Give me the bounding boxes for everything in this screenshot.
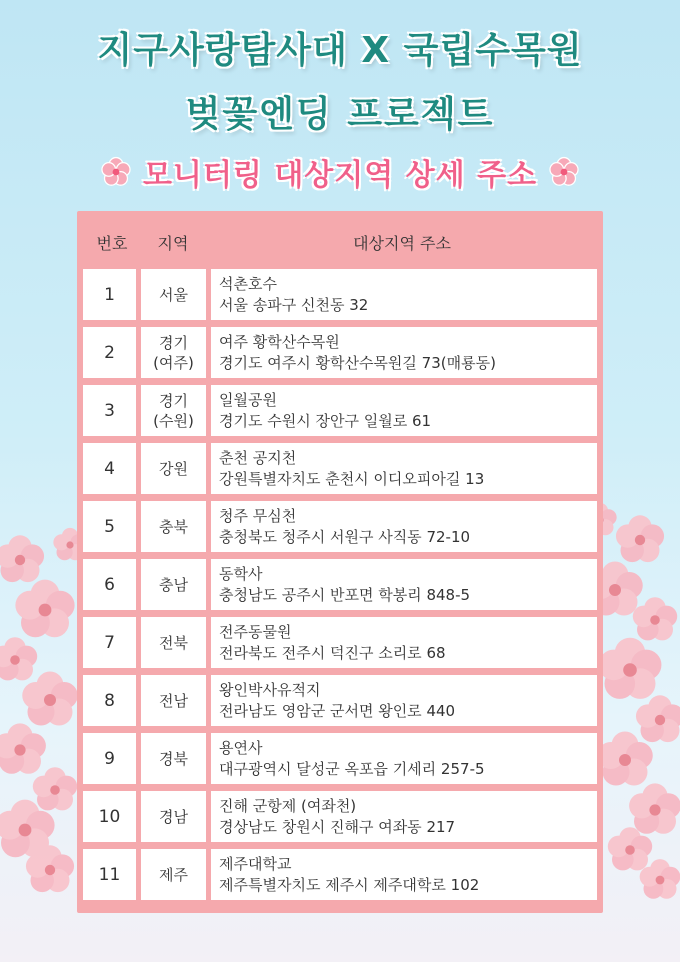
header-address: 대상지역 주소	[353, 234, 451, 253]
region-name: 제주	[159, 865, 188, 884]
row-region	[141, 849, 206, 900]
row-number: 4	[83, 443, 136, 494]
header-no: 번호	[96, 234, 128, 253]
row-address	[211, 733, 597, 784]
row-number: 7	[83, 617, 136, 668]
place-name: 청주 무심천	[219, 506, 297, 525]
place-name: 용연사	[219, 738, 263, 757]
row-number: 2	[83, 327, 136, 378]
place-name: 일월공원	[219, 390, 277, 409]
row-region	[141, 443, 206, 494]
table-row	[83, 675, 597, 726]
table-row	[83, 617, 597, 668]
row-number: 8	[83, 675, 136, 726]
page-title-line2: 벚꽃엔딩 프로젝트	[185, 94, 495, 135]
row-region	[141, 733, 206, 784]
region-name: 경기	[159, 333, 188, 352]
row-address	[211, 327, 597, 378]
region-name: 전남	[159, 691, 188, 710]
row-address	[211, 501, 597, 552]
cherry-blossom-icon	[547, 155, 581, 189]
street-address: 강원특별자치도 춘천시 이디오피아길 13	[219, 469, 485, 488]
region-sub: (수원)	[153, 411, 194, 430]
street-address: 충청남도 공주시 반포면 학봉리 848-5	[219, 585, 471, 604]
row-region	[141, 385, 206, 436]
row-address	[211, 269, 597, 320]
subtitle-text: 모니터링 대상지역 상세 주소	[142, 158, 538, 193]
row-address	[211, 617, 597, 668]
region-name: 강원	[159, 459, 188, 478]
row-region	[141, 269, 206, 320]
table-row	[83, 559, 597, 610]
row-region	[141, 617, 206, 668]
row-address	[211, 559, 597, 610]
cherry-blossom-icon	[99, 155, 133, 189]
row-number: 10	[83, 791, 136, 842]
header-region: 지역	[157, 234, 189, 253]
row-number: 11	[83, 849, 136, 900]
page-title-line1: 지구사랑탐사대 X 국립수목원	[97, 30, 583, 71]
street-address: 전라남도 영암군 군서면 왕인로 440	[219, 701, 456, 720]
table-row	[83, 791, 597, 842]
street-address: 서울 송파구 신천동 32	[219, 295, 369, 314]
table-row	[83, 443, 597, 494]
row-region	[141, 501, 206, 552]
street-address: 대구광역시 달성군 옥포읍 기세리 257-5	[219, 759, 485, 778]
row-number: 9	[83, 733, 136, 784]
place-name: 동학사	[219, 564, 263, 583]
row-region	[141, 675, 206, 726]
row-number: 5	[83, 501, 136, 552]
place-name: 왕인박사유적지	[219, 680, 321, 699]
row-region	[141, 327, 206, 378]
street-address: 제주특별자치도 제주시 제주대학로 102	[219, 875, 480, 894]
region-name: 경기	[159, 391, 188, 410]
region-name: 충남	[159, 575, 188, 594]
table-row	[83, 385, 597, 436]
street-address: 경상남도 창원시 진해구 여좌동 217	[219, 817, 456, 836]
street-address: 충청북도 청주시 서원구 사직동 72-10	[219, 527, 471, 546]
region-name: 서울	[159, 285, 188, 304]
region-name: 충북	[159, 517, 188, 536]
region-name: 전북	[159, 633, 188, 652]
row-address	[211, 849, 597, 900]
street-address: 전라북도 전주시 덕진구 소리로 68	[219, 643, 446, 662]
row-region	[141, 791, 206, 842]
place-name: 춘천 공지천	[219, 448, 297, 467]
section-subtitle	[0, 150, 680, 194]
table-row	[83, 269, 597, 320]
address-table	[77, 211, 603, 913]
place-name: 전주동물원	[219, 622, 292, 641]
table-header	[77, 211, 603, 269]
region-sub: (여주)	[153, 353, 194, 372]
row-number: 6	[83, 559, 136, 610]
row-address	[211, 791, 597, 842]
street-address: 경기도 여주시 황학산수목원길 73(매룡동)	[219, 353, 496, 372]
place-name: 여주 황학산수목원	[219, 332, 340, 351]
place-name: 석촌호수	[219, 274, 277, 293]
row-number: 1	[83, 269, 136, 320]
street-address: 경기도 수원시 장안구 일월로 61	[219, 411, 432, 430]
place-name: 진해 군항제 (여좌천)	[219, 796, 357, 815]
row-address	[211, 443, 597, 494]
region-name: 경북	[159, 749, 188, 768]
table-row	[83, 733, 597, 784]
place-name: 제주대학교	[219, 854, 292, 873]
row-address	[211, 385, 597, 436]
row-address	[211, 675, 597, 726]
region-name: 경남	[159, 807, 188, 826]
table-row	[83, 501, 597, 552]
table-row	[83, 327, 597, 378]
row-region	[141, 559, 206, 610]
table-row	[83, 849, 597, 900]
row-number: 3	[83, 385, 136, 436]
